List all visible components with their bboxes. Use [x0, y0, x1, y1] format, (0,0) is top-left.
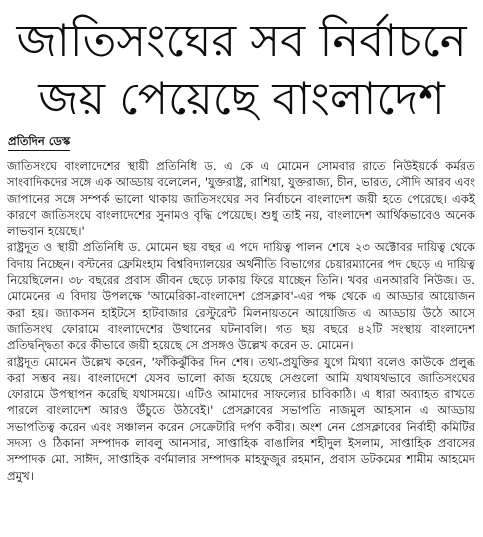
- headline: [0, 13, 483, 127]
- headline-line-2: জয় পেয়েছে বাংলাদেশ: [38, 72, 445, 125]
- headline-line-1: জাতিসংঘের সব নির্বাচনে: [16, 14, 467, 67]
- article-body: [7, 158, 475, 484]
- article-paragraph-2: রাষ্ট্রদূত ও স্থায়ী প্রতিনিধি ড. মোমেন ছয় বছর এ পদে দায়িত্ব পালন শেষে ২৩ অক্টোবর দায়িত্ব থেকে বিদায় নিচ্ছেন। বস্টনের ফ্রেমিংহাম বিশ্ববিদ্যালয়ের অর্থনীতি বিভাগের চেয়ারম্যানের পদ ছেড়ে এ দায়িত্ব নিয়েছিলেন। ৩৮ বছরের প্রবাস জীবন ছেড়ে ঢাকায় ফিরে যাচ্ছেন তিনি। খবর এনআরবি নিউজ। ড. মোমেনের এ বিদায় উপলক্ষে 'আমেরিকা-বাংলাদেশ প্রেসক্লাব'-এর পক্ষ থেকে এ আড্ডার আয়োজন করা হয়। জ্যাকসন হাইটসে হাটবাজার রেস্টুরেন্ট মিলনায়তনে আয়োজিত এ আড্ডায় উঠে আসে জাতিসংঘ ফোরামে বাংলাদেশের উত্থানের ঘটনাবলি। গত ছয় বছরে ৪২টি সংস্থায় বাংলাদেশ প্রতিদ্বন্দ্বিতা করে কীভাবে জয়ী হয়েছে সে প্রসঙ্গও উল্লেখ করেন ড. মোমেন।: [7, 240, 475, 353]
- article-paragraph-3: রাষ্ট্রদূত মোমেন উল্লেখ করেন, 'ফাঁকিঝুঁকির দিন শেষ। তথ্য-প্রযুক্তির যুগে মিথ্যা বলেও কাউকে প্রলুব্ধ করা সম্ভব নয়। বাংলাদেশে যেসব ভালো কাজ হয়েছে সেগুলো আমি যথাযথভাবে জাতিসংঘের ফোরামে উপস্থাপন করেছি যথাসময়ে। এটিও আমাদের সাফল্যের চাবিকাঠি। এ ধারা অব্যাহত রাখতে পারলে বাংলাদেশ আরও উঁচুতে উঠবেই।' প্রেসক্লাবের সভাপতি নাজমুল আহসান এ আড্ডায় সভাপতিত্ব করেন এবং সঞ্চালন করেন সেক্রেটারি দর্পণ কবীর। অংশ নেন প্রেসক্লাবের নির্বাহী কমিটির সদস্য ও ঠিকানা সম্পাদক লাবলু আনসার, সাপ্তাহিক বাঙালির শহীদুল ইসলাম, সাপ্তাহিক প্রবাসের সম্পাদক মো. সাঈদ, সাপ্তাহিক বর্ণমালার সম্পাদক মাহফুজুর রহমান, প্রবাস ডটকমের শামীম আহমেদ প্রমুখ।: [7, 354, 475, 483]
- article-paragraph-1: জাতিসংঘে বাংলাদেশের স্থায়ী প্রতিনিধি ড. এ কে এ মোমেন সোমবার রাতে নিউইয়র্কে কর্মরত সাংবাদিকদের সঙ্গে এক আড্ডায় বলেলেন, 'যুক্তরাষ্ট্র, রাশিয়া, যুক্তরাজ্য, চীন, ভারত, সৌদি আরব এবং জাপানের সঙ্গে সম্পর্ক ভালো থাকায় জাতিসংঘের সব নির্বাচনে বাংলাদেশ জয়ী হতে পেরেছে। একই কারণে জাতিসংঘে বাংলাদেশের সুনামও বৃদ্ধি পেয়েছে। শুধু তাই নয়, বাংলাদেশ আর্থিকভাবেও অনেক লাভবান হয়েছে।': [7, 159, 475, 239]
- byline: প্রতিদিন ডেস্ক: [8, 134, 70, 151]
